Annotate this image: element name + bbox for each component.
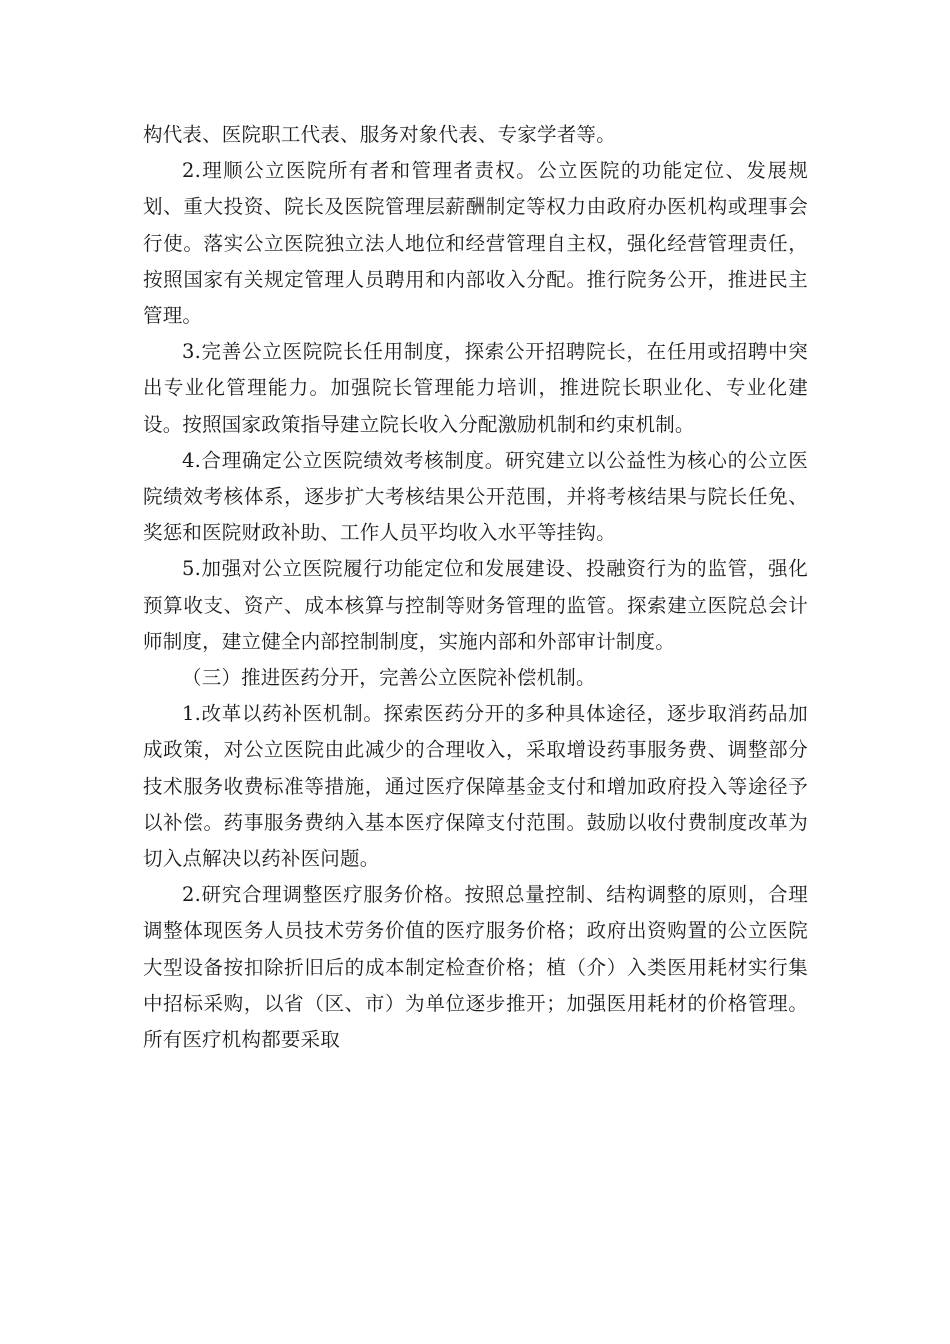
- section-heading-3: （三）推进医药分开，完善公立医院补偿机制。: [182, 666, 596, 690]
- paragraph-item-5-supervision: 5.加强对公立医院履行功能定位和发展建设、投融资行为的监管，强化预算收支、资产、成本核算与控制等财务管理的监管。探索建立医院总会计师制度，建立健全内部控制制度，实施内部和外部审计制度。: [143, 557, 808, 653]
- document-body: [143, 117, 808, 1058]
- paragraph-item-1-reform: 1.改革以药补医机制。探索医药分开的多种具体途径，逐步取消药品加成政策，对公立医院由此减少的合理收入，采取增设药事服务费、调整部分技术服务收费标准等措施，通过医疗保障基金支付和增加政府投入等途径予以补偿。药事服务费纳入基本医疗保障支付范围。鼓励以收付费制度改革为切入点解决以药补医问题。: [143, 702, 808, 871]
- paragraph-item-2-pricing: 2.研究合理调整医疗服务价格。按照总量控制、结构调整的原则，合理调整体现医务人员技术劳务价值的医疗服务价格；政府出资购置的公立医院大型设备按扣除折旧后的成本制定检查价格；植（介）入类医用耗材实行集中招标采购，以省（区、市）为单位逐步推开；加强医用耗材的价格管理。所有医疗机构都要采取: [143, 883, 808, 1052]
- paragraph-item-3-director-appointment: 3.完善公立医院院长任用制度，探索公开招聘院长，在任用或招聘中突出专业化管理能力。加强院长管理能力培训，推进院长职业化、专业化建设。按照国家政策指导建立院长收入分配激励机制和约束机制。: [143, 340, 808, 436]
- paragraph-continuation: 构代表、医院职工代表、服务对象代表、专家学者等。: [143, 123, 616, 146]
- paragraph-item-2-ownership: 2.理顺公立医院所有者和管理者责权。公立医院的功能定位、发展规划、重大投资、院长及医院管理层薪酬制定等权力由政府办医机构或理事会行使。落实公立医院独立法人地位和经营管理自主权，强化经营管理责任，按照国家有关规定管理人员聘用和内部收入分配。推行院务公开，推进民主管理。: [143, 159, 808, 328]
- paragraph-item-4-performance: 4.合理确定公立医院绩效考核制度。研究建立以公益性为核心的公立医院绩效考核体系，逐步扩大考核结果公开范围，并将考核结果与院长任免、奖惩和医院财政补助、工作人员平均收入水平等挂钩。: [143, 448, 808, 545]
